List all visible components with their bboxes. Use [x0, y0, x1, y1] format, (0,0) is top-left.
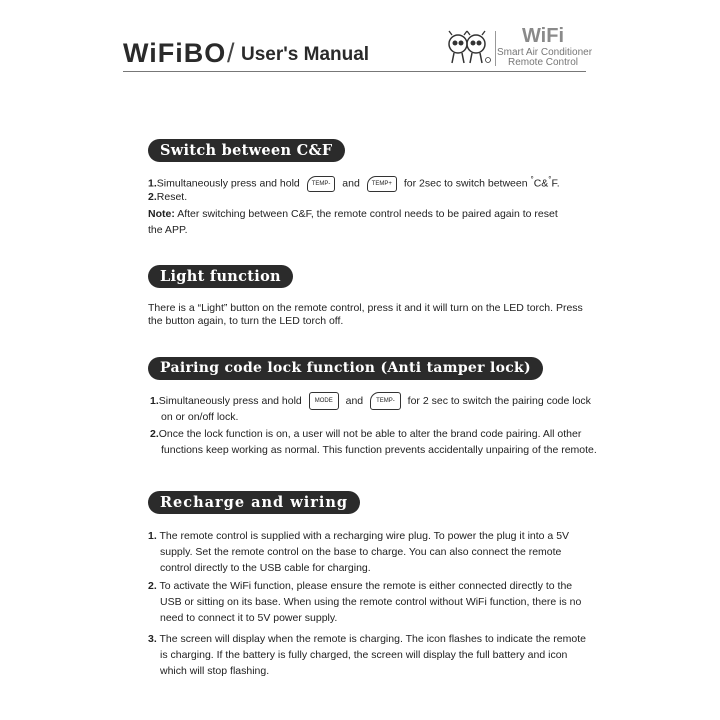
section-title-recharge: Recharge and wiring: [148, 491, 360, 514]
s3-step-1-text-b: for 2 sec to switch the pairing code lock: [407, 394, 591, 407]
s1-step-1-text-d: F.: [551, 177, 560, 190]
s3-step-2-num: 2.: [150, 428, 159, 440]
header-subtitle-line2: Remote Control: [507, 57, 579, 68]
mode-key-icon: MODE: [309, 392, 339, 410]
s3-step-2: [150, 426, 581, 442]
s4-item-1-line3: control directly to the USB cable for charging.: [160, 562, 371, 574]
s1-note-text-1: After switching between C&F, the remote control needs to be paired again to reset: [177, 208, 558, 220]
s3-step-1-and: and: [345, 394, 364, 407]
page-title: User's Manual: [241, 44, 370, 65]
brand-logo-text: WiFiBO: [123, 38, 227, 68]
header-rule: [123, 71, 586, 72]
s4-item-3-line3: which will stop flashing.: [160, 665, 270, 677]
temp-minus-key-icon-2: TEMP-: [370, 392, 401, 410]
section-title-light: Light function: [148, 265, 293, 288]
s1-note-line1: [148, 206, 558, 222]
s2-paragraph-line1: There is a “Light” button on the remote control, press it and it will turn on the LED torch. Press: [148, 302, 583, 314]
s4-item-2-line3: need to connect it to 5V power supply.: [160, 612, 338, 624]
s4-item-1-num: 1.: [148, 530, 157, 542]
degree-symbol: °: [530, 175, 534, 184]
s4-item-1-line2: supply. Set the remote control on the base to charge. You can also connect the remote: [160, 546, 562, 558]
s3-step-2-line2: functions keep working as normal. This function prevents accidentally unpairing of the remote.: [161, 444, 597, 456]
s4-list-item: [148, 528, 569, 576]
header-divider: [495, 31, 496, 66]
wifi-logo-text: WiFi: [521, 25, 565, 47]
degree-symbol-2: °: [548, 175, 552, 184]
temp-minus-key-icon: TEMP-: [307, 176, 336, 192]
s1-step-1-text-a: Simultaneously press and hold: [156, 177, 300, 190]
s4-item-3-line1: The screen will display when the remote is charging. The icon flashes to indicate the remote: [159, 633, 586, 645]
s3-step-1-line2: on or on/off lock.: [161, 411, 239, 423]
s1-step-2-text: Reset.: [156, 191, 188, 203]
s1-step-2: [148, 189, 187, 205]
s3-step-2-text-1: Once the lock function is on, a user will not be able to alter the brand code pairing. All other: [158, 428, 582, 440]
temp-plus-key-icon: TEMP+: [367, 176, 397, 192]
s1-note-line2: the APP.: [148, 224, 188, 236]
s4-item-2-line2: USB or sitting on its base. When using the remote control without WiFi function, there is no: [160, 596, 582, 608]
mascot-logo-icon: [444, 30, 492, 66]
s1-step-1-and: and: [342, 177, 360, 190]
s3-step-1: [150, 392, 591, 410]
s4-list-item: [148, 631, 586, 679]
s1-step-1-text-b: for 2sec to switch between: [403, 177, 528, 190]
s4-item-2-num: 2.: [148, 580, 157, 592]
section-title-switch-cf: Switch between C&F: [148, 139, 345, 162]
s3-step-1-text-a: Simultaneously press and hold: [158, 394, 302, 407]
s3-step-1-num: 1.: [150, 394, 159, 407]
s4-list-item: [148, 578, 581, 626]
s1-step-1-text-c: C&: [533, 177, 549, 190]
s1-note-label: Note:: [148, 208, 175, 220]
s2-paragraph-line2: the button again, to turn the LED torch off.: [148, 315, 344, 327]
header-slash: /: [227, 38, 235, 68]
s4-item-3-num: 3.: [148, 633, 157, 645]
s1-step-1: [148, 172, 560, 192]
s1-step-1-num: 1.: [148, 177, 157, 190]
s4-item-3-line2: is charging. If the battery is fully charged, the screen will display the full battery and icon: [160, 649, 568, 661]
section-title-pairing-lock: Pairing code lock function (Anti tamper lock): [148, 357, 543, 380]
s1-step-2-num: 2.: [148, 191, 157, 203]
s4-item-1-line1: The remote control is supplied with a recharging wire plug. To power the plug it into a 5V: [159, 530, 570, 542]
header-subtitle-line1: Smart Air Conditioner: [497, 47, 593, 58]
s4-item-2-line1: To activate the WiFi function, please ensure the remote is either connected directly to the: [159, 580, 573, 592]
